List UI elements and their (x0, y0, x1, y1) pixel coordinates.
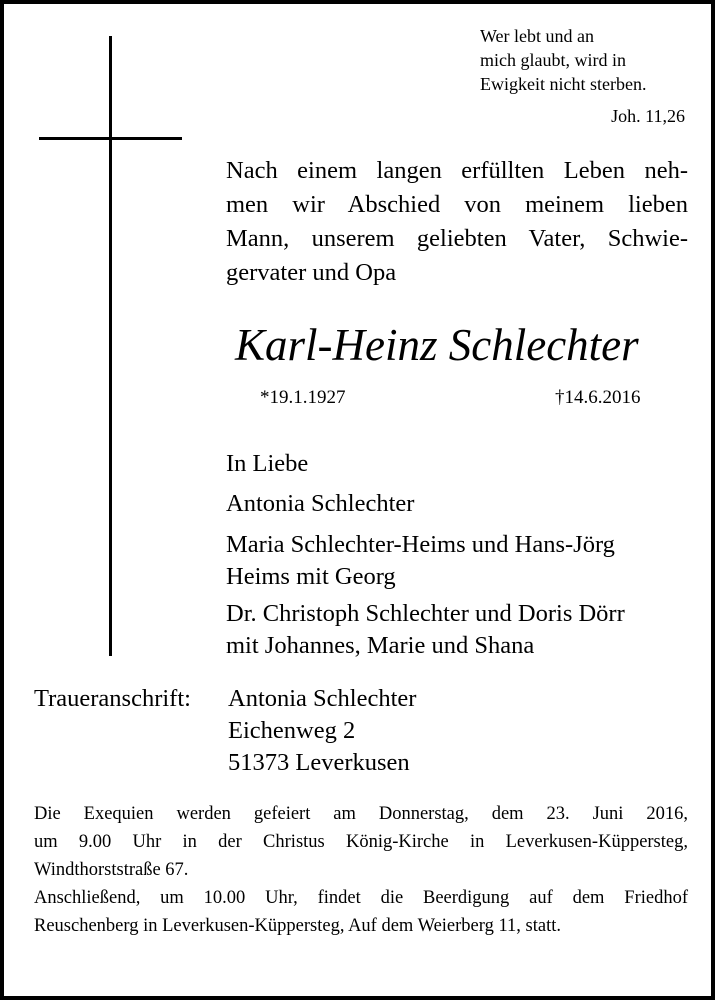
cross-icon-vertical (109, 36, 112, 656)
mourner-line: Maria Schlechter-Heims und Hans-Jörg (226, 531, 615, 558)
death-date: †14.6.2016 (555, 387, 641, 408)
intro-text (226, 154, 688, 290)
address-line: Eichenweg 2 (228, 717, 356, 744)
intro-line: Mann, unserem geliebten Vater, Schwie- (226, 225, 688, 252)
address-line: Antonia Schlechter (228, 685, 417, 712)
verse-line: Ewigkeit nicht sterben. (480, 74, 647, 94)
address-line: 51373 Leverkusen (228, 749, 410, 776)
verse-line: mich glaubt, wird in (480, 50, 626, 70)
mourners-heading: In Liebe (226, 450, 309, 477)
notice-line: Reuschenberg in Leverkusen-Küppersteg, Auf dem Weierberg 11, statt. (34, 916, 561, 936)
bible-verse (480, 24, 646, 96)
address-label: Traueranschrift: (34, 685, 191, 712)
mourner-line: Dr. Christoph Schlechter und Doris Dörr (226, 600, 625, 627)
service-notice (34, 800, 688, 940)
notice-line: um 9.00 Uhr in der Christus König-Kirche in Leverkusen-Küppersteg, (34, 832, 688, 852)
deceased-name: Karl-Heinz Schlechter (235, 320, 639, 370)
verse-reference: Joh. 11,26 (611, 106, 685, 126)
intro-line: men wir Abschied von meinem lieben (226, 191, 688, 218)
cross-icon-horizontal (39, 137, 182, 140)
notice-line: Anschließend, um 10.00 Uhr, findet die Beerdigung auf dem Friedhof (34, 888, 688, 908)
intro-line: gervater und Opa (226, 259, 397, 286)
notice-line: Windthorststraße 67. (34, 860, 189, 880)
mourner-line: Antonia Schlechter (226, 490, 415, 517)
mourner-line: mit Johannes, Marie und Shana (226, 632, 535, 659)
verse-line: Wer lebt und an (480, 26, 595, 46)
birth-date: *19.1.1927 (260, 387, 346, 408)
intro-line: Nach einem langen erfüllten Leben neh- (226, 157, 688, 184)
mourner-line: Heims mit Georg (226, 563, 396, 590)
notice-line: Die Exequien werden gefeiert am Donnerstag, dem 23. Juni 2016, (34, 804, 688, 824)
